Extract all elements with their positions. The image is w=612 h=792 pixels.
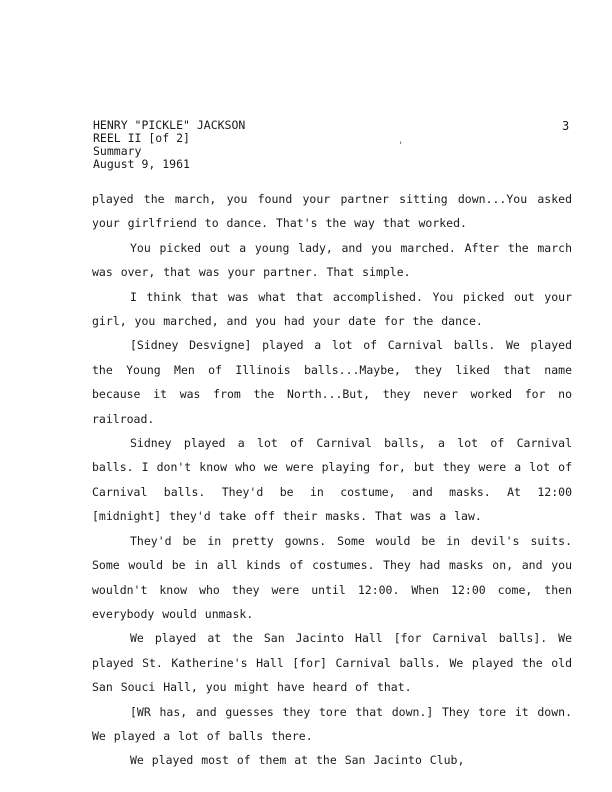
paragraph: We played most of them at the San Jacinto Club,: [130, 753, 465, 768]
paragraph: [WR has, and guesses they tore that down.] They tore it down. We played a lot of balls there.: [92, 704, 572, 743]
transcript-body: [92, 187, 572, 773]
interviewee-name: HENRY "PICKLE" JACKSON: [93, 118, 246, 132]
paragraph: [Sidney Desvigne] played a lot of Carnival balls. We played the Young Men of Illinois balls...Maybe, they liked that name because it was from the North...But, they never worked for no railroad.: [92, 338, 572, 426]
reel-label: REEL II [of 2]: [93, 131, 190, 145]
document-header: [93, 119, 245, 171]
paragraph: played the march, you found your partner sitting down...You asked your girlfriend to dance. That's the way that worked.: [92, 192, 572, 231]
paragraph: I think that was what that accomplished. You picked out your girl, you marched, and you had your date for the dance.: [92, 289, 572, 329]
page-number: 3: [562, 119, 570, 133]
paragraph: Sidney played a lot of Carnival balls, a lot of Carnival balls. I don't know who we were playing for, but they were a lot of Carnival balls. They'd be in costume, and masks. At 12:00 [midnight] they'd take off their masks. That was a law.: [92, 436, 572, 524]
paragraph: We played at the San Jacinto Hall [for Carnival balls]. We played St. Katherine's Hall [for] Carnival balls. We played the old San Souci Hall, you might have heard of that.: [92, 631, 572, 695]
interview-date: August 9, 1961: [93, 157, 190, 171]
stray-mark: ': [398, 141, 404, 151]
paragraph: You picked out a young lady, and you marched. After the march was over, that was your partner. That simple.: [92, 240, 572, 280]
paragraph: They'd be in pretty gowns. Some would be in devil's suits. Some would be in all kinds of costumes. They had masks on, and you wouldn't know who they were until 12:00. When 12:00 come, then everybody would unmask.: [92, 533, 572, 621]
document-type: Summary: [93, 144, 142, 158]
